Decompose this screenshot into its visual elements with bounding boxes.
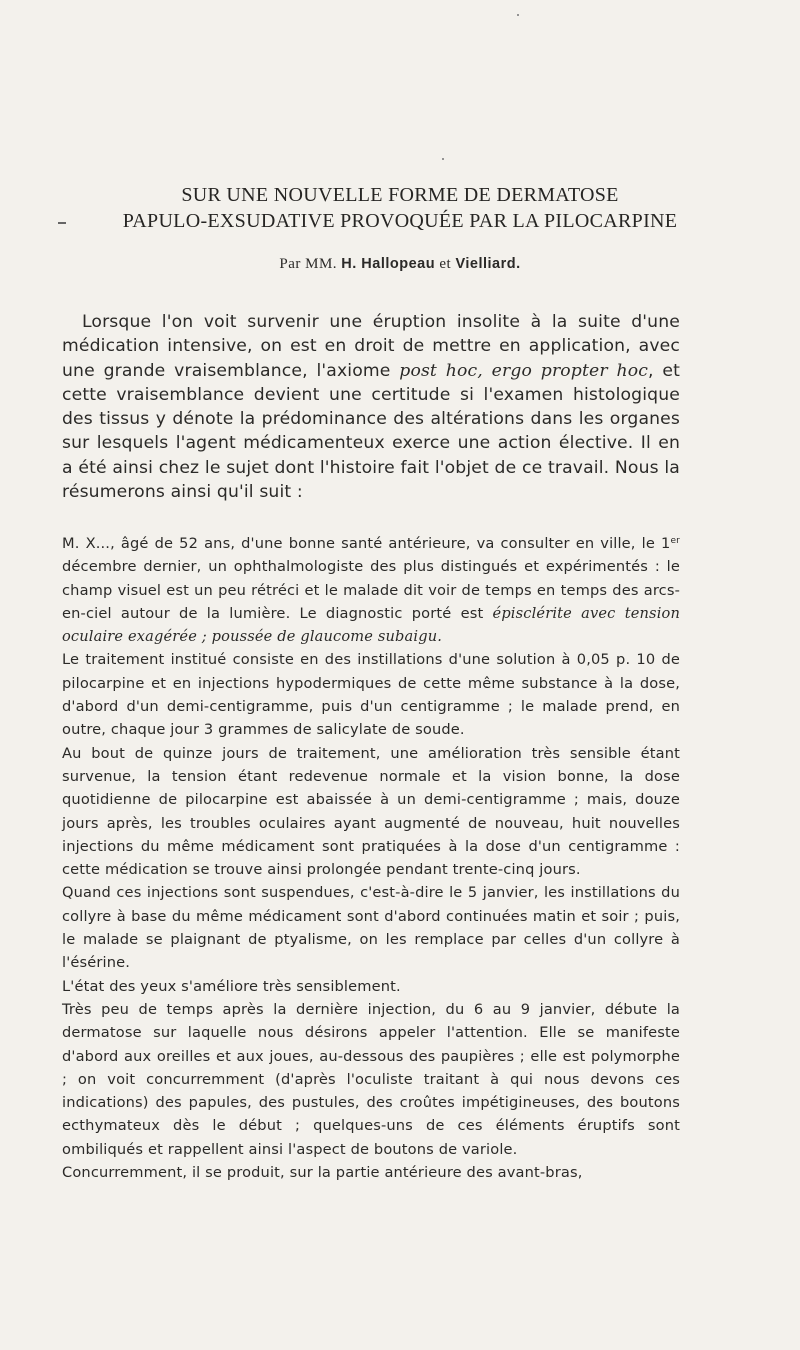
case-p1-text-b: décembre dernier, un ophthalmologiste des plus distingués et expérimentés : le champ visuel est un peu rétréci et le malade dit voir de temps en temps des arcs-en-ciel autour de la lumière. Le diagnostic porté est bbox=[62, 558, 680, 622]
paper-speck bbox=[517, 14, 519, 16]
byline-conj: et bbox=[439, 256, 452, 272]
case-paragraph-3: Au bout de quinze jours de traitement, une amélioration très sensible étant survenue, la tension étant redevenue normale et la vision bonne, la dose quotidienne de pilocarpine est abaissée à un demi-centigramme ; mais, douze jours après, les troubles oculaires ayant augmenté de nouveau, huit nouvelles injections du même médicament sont pratiquées à la dose d'un centigramme : cette médication se trouve ainsi prolongée pendant trente-cinq jours. bbox=[62, 744, 680, 879]
article-title-line-2: PAPULO-EXSUDATIVE PROVOQUÉE PAR LA PILOCARPINE bbox=[122, 210, 678, 232]
paper-speck bbox=[442, 158, 444, 160]
byline-prefix: Par MM. bbox=[279, 256, 338, 272]
case-paragraph-5: L'état des yeux s'améliore très sensiblement. bbox=[62, 977, 401, 995]
case-paragraph-4: Quand ces injections sont suspendues, c'est-à-dire le 5 janvier, les instillations du collyre à base du même médicament sont d'abord continuées matin et soir ; puis, le malade se plaignant de ptyalisme, on les remplace par celles d'un collyre à l'ésérine. bbox=[62, 884, 680, 972]
author-2: Vielliard. bbox=[455, 256, 521, 272]
case-p1-sup: er bbox=[670, 536, 680, 546]
intro-text-1: Lorsque l'on voit survenir une éruption insolite à la suite d'une médication intensive, on est en droit de mettre en application, avec une grande vraisemblance, l'axiome bbox=[62, 312, 680, 381]
case-paragraph-2: Le traitement institué consiste en des instillations d'une solution à 0,05 p. 10 de pilocarpine et en injections hypodermiques de cette même substance à la dose, d'abord d'un demi-centigramme, puis d'un centigramme ; le malade prend, en outre, chaque jour 3 grammes de salicylate de soude. bbox=[62, 651, 680, 739]
case-report bbox=[62, 532, 680, 1184]
intro-paragraph bbox=[62, 310, 680, 504]
article-title-line-1: SUR UNE NOUVELLE FORME DE DERMATOSE bbox=[181, 184, 619, 206]
case-p1-text: M. X..., âgé de 52 ans, d'une bonne santé antérieure, va consulter en ville, le 1 bbox=[62, 535, 671, 552]
intro-text-2: , et cette vraisemblance devient une certitude si l'examen histologique des tissus y dénote la prédominance des altérations dans les organes sur lesquels l'agent médicamenteux exerce une action élective. Il en a été ainsi chez le sujet dont l'histoire fait l'objet de ce travail. Nous la résumerons ainsi qu'il suit : bbox=[62, 360, 681, 503]
byline bbox=[0, 256, 800, 273]
case-paragraph-7: Concurremment, il se produit, sur la partie antérieure des avant-bras, bbox=[62, 1164, 583, 1182]
author-1: H. Hallopeau bbox=[341, 256, 436, 272]
case-paragraph-6: Très peu de temps après la dernière injection, du 6 au 9 janvier, débute la dermatose sur laquelle nous désirons appeler l'attention. Elle se manifeste d'abord aux oreilles et aux joues, au-dessous des paupières ; elle est polymorphe ; on voit concurremment (d'après l'oculiste traitant à qui nous devons ces indications) des papules, des pustules, des croûtes impétigineuses, des boutons ecthymateux dès le début ; quelques-uns de ces éléments éruptifs sont ombiliqués et rappellent ainsi l'aspect de boutons de variole. bbox=[62, 1000, 680, 1158]
case-diagnosis: épisclérite avec tension oculaire exagérée ; poussée de glaucome subaigu. bbox=[62, 604, 680, 646]
intro-axiom: post hoc, ergo propter hoc bbox=[399, 360, 648, 381]
case-paragraph-1 bbox=[62, 532, 680, 648]
